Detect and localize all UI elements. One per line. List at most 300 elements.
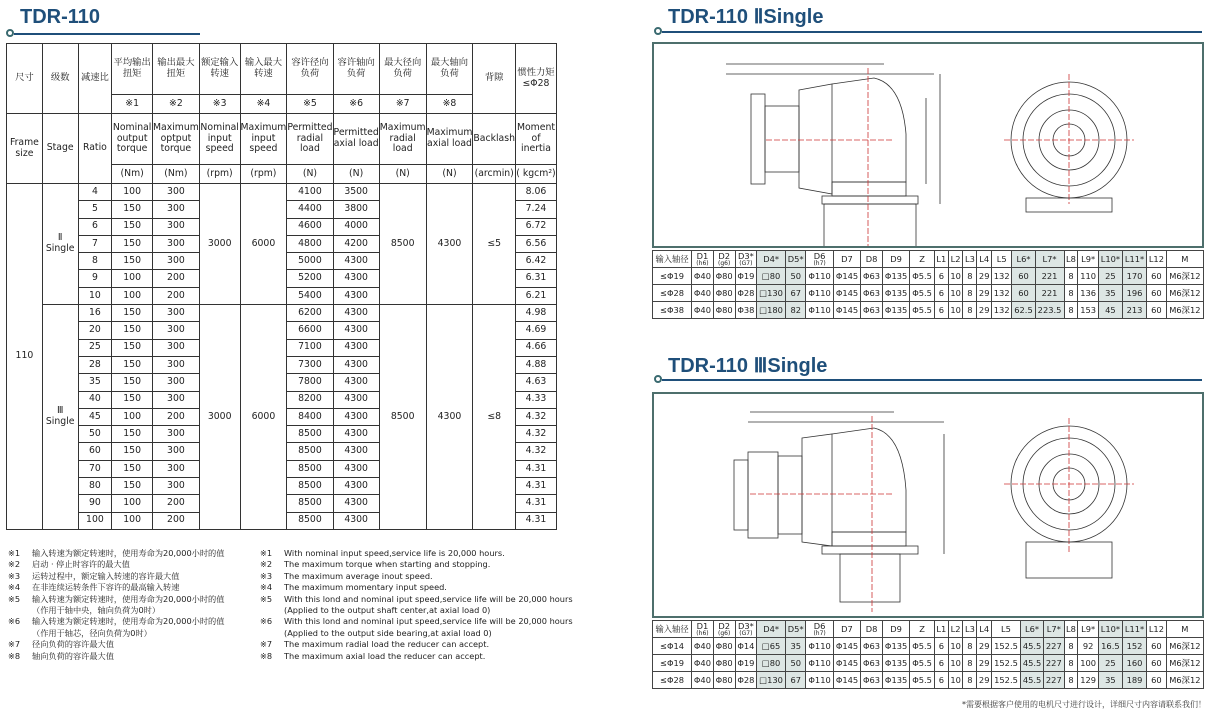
dim-cell: 8: [1064, 655, 1078, 672]
note-line: [260, 582, 573, 593]
header-cn-cell: 输出最大扭矩: [153, 44, 200, 95]
note-line: [8, 594, 224, 605]
dim-cell: 50: [786, 268, 806, 285]
dim-header-label: L2: [950, 254, 961, 264]
dim-cell: 132: [992, 268, 1012, 285]
backlash-cell: ≤5: [473, 184, 516, 305]
dim-header-label: D1: [696, 621, 709, 631]
dim-header-sub: (G7): [739, 260, 753, 267]
dim-row: [653, 268, 1204, 285]
header-cn-cell: 额定输入转速: [199, 44, 240, 95]
dim-cell: 152.5: [992, 655, 1021, 672]
ratio-cell: 10: [78, 287, 112, 304]
dim-header-label: D7: [841, 254, 853, 264]
dim-header-cell: [757, 251, 786, 268]
max-torque-cell: 300: [153, 391, 200, 408]
dim-cell: 29: [977, 638, 992, 655]
note-text: (Applied to the output side bearing,at axial load 0): [284, 627, 492, 638]
dim-cell: 8: [963, 285, 977, 302]
note-mark: ※2: [260, 559, 273, 570]
note-mark: ※4: [260, 582, 273, 593]
dim-cell: 62.5: [1012, 302, 1035, 319]
drawing-panel-stage2: [652, 42, 1204, 248]
note-text: 输入转速为额定转速时，使用寿命为20,000小时的值: [32, 616, 225, 627]
dim-header-cell: [1078, 621, 1098, 638]
dim-cell: 45.5: [1020, 638, 1043, 655]
dim-header-cell: [861, 251, 883, 268]
dim-cell: 6: [934, 302, 948, 319]
dim-header-label: L1: [936, 624, 947, 634]
dim-cell: M6深12: [1166, 268, 1203, 285]
dim-cell: Φ80: [713, 302, 735, 319]
header-cn-cell: 容许径向负荷: [287, 44, 333, 95]
unit-cell: (rpm): [240, 165, 287, 184]
inertia-cell: 4.32: [515, 426, 556, 443]
header-cn-cell: 减速比: [78, 44, 112, 114]
dim-header-cell: [910, 251, 935, 268]
dim-cell: 6: [934, 638, 948, 655]
dim-header-cell: [1044, 621, 1064, 638]
dim-header-cell: [1078, 251, 1098, 268]
unit-cell: (Nm): [112, 165, 153, 184]
dim-cell: Φ145: [833, 302, 860, 319]
dim-cell: 25: [1098, 268, 1122, 285]
dim-header-label: L3: [964, 254, 975, 264]
inertia-cell: 4.66: [515, 339, 556, 356]
dim-header-cell: [713, 621, 735, 638]
dim-cell: 129: [1078, 672, 1098, 689]
nominal-torque-cell: 150: [112, 235, 153, 252]
dim-cell: Φ63: [861, 672, 883, 689]
dim-header-cell: [713, 251, 735, 268]
dim-header-cell: [1020, 621, 1043, 638]
ratio-cell: 50: [78, 426, 112, 443]
note-line: [8, 559, 224, 570]
ratio-cell: 25: [78, 339, 112, 356]
header-cn-cell: 尺寸: [7, 44, 43, 114]
drawing-panel-stage3: [652, 392, 1204, 618]
dim-header-label: D7: [841, 624, 853, 634]
unit-cell: (rpm): [199, 165, 240, 184]
header-cn-cell: 惯性力矩 ≤Φ28: [515, 44, 556, 114]
dim-cell: 170: [1122, 268, 1146, 285]
note-mark: ※3: [260, 570, 273, 581]
dim-header-label: D3*: [737, 251, 754, 261]
radial-load-cell: 8400: [287, 408, 333, 425]
nominal-torque-cell: 150: [112, 460, 153, 477]
dim-header-cell: [992, 251, 1012, 268]
dim-header-label: Z: [919, 624, 925, 634]
dim-header-cell: [833, 251, 860, 268]
ratio-cell: 9: [78, 270, 112, 287]
header-en-cell: Maximum optput torque: [153, 114, 200, 165]
header-cn-cell: 输入最大转速: [240, 44, 287, 95]
axial-load-cell: 4300: [333, 460, 379, 477]
dim-cell: Φ145: [833, 655, 860, 672]
inertia-cell: 4.98: [515, 305, 556, 322]
dim-header-label: L12: [1148, 254, 1164, 264]
dim-header-label: D2: [718, 621, 730, 631]
dim-cell: 29: [977, 268, 992, 285]
radial-load-cell: 7100: [287, 339, 333, 356]
header-cn-cell: 平均输出扭矩: [112, 44, 153, 95]
header-cn-cell: 最大径向负荷: [379, 44, 426, 95]
dim-cell: 60: [1147, 268, 1167, 285]
dim-cell: 132: [992, 302, 1012, 319]
dim-header-label: L10*: [1100, 254, 1121, 264]
dim-header-label: 输入轴径: [655, 254, 689, 264]
nominal-torque-cell: 150: [112, 374, 153, 391]
dim-cell: Φ110: [806, 285, 833, 302]
dim-cell: 60: [1012, 285, 1035, 302]
stage-cn: Ⅲ: [56, 405, 64, 417]
header-en-cell: Permitted axial load: [333, 114, 379, 165]
dim-cell: ≤Φ38: [653, 302, 692, 319]
note-line: [260, 616, 573, 627]
page-title: TDR-110: [20, 6, 101, 28]
dim-cell: Φ63: [861, 655, 883, 672]
dim-header-cell: [948, 251, 963, 268]
dim-cell: Φ28: [735, 285, 757, 302]
ratio-cell: 60: [78, 443, 112, 460]
dim-header-cell: [1098, 621, 1122, 638]
inertia-cell: 8.06: [515, 184, 556, 201]
note-line: [260, 571, 573, 582]
dim-header-label: D9: [890, 254, 902, 264]
dim-cell: □80: [757, 268, 786, 285]
note-mark: ※1: [8, 548, 21, 558]
title-underline: [14, 33, 200, 35]
dim-cell: 196: [1122, 285, 1146, 302]
ratio-cell: 6: [78, 218, 112, 235]
dim-cell: 29: [977, 655, 992, 672]
dim-cell: Φ145: [833, 268, 860, 285]
dim-header-label: 输入轴径: [655, 624, 689, 634]
header-row-en: [7, 114, 557, 165]
dim-header-sub: (g6): [718, 630, 731, 637]
header-cn-cell: 背隙: [473, 44, 516, 114]
note-mark: ※5: [8, 593, 21, 604]
ratio-cell: 80: [78, 478, 112, 495]
header-cn-cell: 容许轴向负荷: [333, 44, 379, 95]
dim-cell: ≤Φ14: [653, 638, 692, 655]
dim-cell: 100: [1078, 655, 1098, 672]
dim-cell: Φ135: [882, 302, 909, 319]
dim-cell: 45: [1098, 302, 1122, 319]
max-torque-cell: 300: [153, 305, 200, 322]
dim-cell: Φ135: [882, 672, 909, 689]
radial-load-cell: 8500: [287, 478, 333, 495]
header-en-cell: Ratio: [78, 114, 112, 184]
footnote: *需要根据客户使用的电机尺寸进行设计，详细尺寸内容请联系我们！: [962, 700, 1206, 709]
dim-header-cell: [934, 251, 948, 268]
note-text: With this lond and nominal iput speed,service life will be 20,000 hours: [284, 593, 573, 604]
dim-header-label: L9*: [1081, 624, 1096, 634]
stage-en: Single: [45, 243, 75, 255]
note-line: [260, 594, 573, 605]
note-text: The maximum momentary input speed.: [284, 582, 447, 593]
ratio-cell: 8: [78, 253, 112, 270]
header-en-cell: Maximum axial load: [426, 114, 473, 165]
ratio-cell: 70: [78, 460, 112, 477]
mark-cell: ※2: [153, 95, 200, 114]
dim-cell: 10: [948, 302, 963, 319]
section-underline: [662, 379, 1202, 381]
dim-header-label: L1: [936, 254, 947, 264]
dim-header-label: D4*: [763, 254, 780, 264]
radial-load-cell: 5200: [287, 270, 333, 287]
dim-header-cell: [963, 621, 977, 638]
dim-cell: Φ110: [806, 268, 833, 285]
dim-cell: Φ80: [713, 672, 735, 689]
dim-cell: 6: [934, 655, 948, 672]
dim-cell: 8: [963, 268, 977, 285]
axial-load-cell: 4300: [333, 356, 379, 373]
header-en-cell: Maximum input speed: [240, 114, 287, 165]
dim-header-cell: [1098, 251, 1122, 268]
dim-header-label: L10*: [1100, 624, 1121, 634]
note-line: [260, 559, 573, 570]
dim-cell: M6深12: [1166, 672, 1203, 689]
ratio-cell: 45: [78, 408, 112, 425]
radial-load-cell: 4100: [287, 184, 333, 201]
nominal-torque-cell: 100: [112, 512, 153, 529]
dim-cell: Φ110: [806, 672, 833, 689]
note-text: （作用于轴芯，径向负荷为0时）: [32, 627, 152, 638]
dim-header-cell: [735, 621, 757, 638]
dim-header-cell: [1012, 251, 1035, 268]
note-mark: ※6: [260, 616, 273, 627]
dim-cell: Φ40: [692, 655, 714, 672]
dim-header-label: D8: [865, 624, 878, 634]
dim-cell: 160: [1122, 655, 1146, 672]
dim-header-label: D9: [890, 624, 902, 634]
dim-cell: ≤Φ28: [653, 285, 692, 302]
dim-row: [653, 285, 1204, 302]
dim-cell: 25: [1098, 655, 1122, 672]
dim-cell: Φ38: [735, 302, 757, 319]
max-radial-cell: 8500: [379, 305, 426, 530]
note-line: [260, 605, 573, 616]
nominal-torque-cell: 150: [112, 391, 153, 408]
max-torque-cell: 300: [153, 356, 200, 373]
nominal-speed-cell: 3000: [199, 305, 240, 530]
header-en-cell: Stage: [42, 114, 78, 184]
dim-header-cell: [692, 621, 714, 638]
dim-cell: 213: [1122, 302, 1146, 319]
dim-cell: Φ110: [806, 302, 833, 319]
note-mark: ※1: [260, 548, 273, 558]
unit-cell: (arcmin): [473, 165, 516, 184]
dim-cell: 16.5: [1098, 638, 1122, 655]
dim-header-label: L12: [1148, 624, 1164, 634]
section-title-stage2: TDR-110 ⅡSingle: [668, 6, 824, 28]
dim-cell: 223.5: [1035, 302, 1064, 319]
ratio-cell: 90: [78, 495, 112, 512]
note-mark: ※2: [8, 559, 21, 570]
inertia-cell: 4.69: [515, 322, 556, 339]
axial-load-cell: 4300: [333, 339, 379, 356]
dim-cell: □180: [757, 302, 786, 319]
dim-cell: 35: [1098, 285, 1122, 302]
dim-header-cell: [1035, 251, 1064, 268]
dim-cell: Φ80: [713, 638, 735, 655]
unit-cell: (N): [426, 165, 473, 184]
inertia-cell: 6.31: [515, 270, 556, 287]
dim-cell: 221: [1035, 268, 1064, 285]
dim-header-label: L7*: [1046, 624, 1061, 634]
note-line: [8, 628, 224, 639]
dim-cell: 8: [963, 655, 977, 672]
note-text: 轴向负荷的容许最大值: [32, 650, 114, 661]
nominal-torque-cell: 150: [112, 218, 153, 235]
note-text: The maximum average inout speed.: [284, 570, 433, 581]
dim-header-cell: [757, 621, 786, 638]
mark-cell: ※8: [426, 95, 473, 114]
dim-cell: 60: [1147, 302, 1167, 319]
max-torque-cell: 200: [153, 270, 200, 287]
note-line: [8, 571, 224, 582]
dim-cell: Φ5.5: [910, 655, 935, 672]
nominal-torque-cell: 150: [112, 201, 153, 218]
dim-cell: Φ63: [861, 268, 883, 285]
dim-header-label: L8: [1066, 254, 1076, 264]
ratio-cell: 40: [78, 391, 112, 408]
dim-header-label: D5*: [787, 624, 804, 634]
dim-header-label: L2: [950, 624, 961, 634]
dim-cell: 8: [1064, 285, 1078, 302]
header-en-cell: Maximum radial load: [379, 114, 426, 165]
dim-header-cell: [653, 621, 692, 638]
technical-drawing-stage2: [654, 44, 1202, 246]
dim-cell: 227: [1044, 655, 1064, 672]
dim-cell: Φ145: [833, 672, 860, 689]
dim-header-cell: [1064, 621, 1078, 638]
dim-header-label: D1: [696, 251, 709, 261]
dim-header-label: L11*: [1124, 254, 1145, 264]
dim-cell: 10: [948, 655, 963, 672]
inertia-cell: 4.31: [515, 460, 556, 477]
dim-cell: 189: [1122, 672, 1146, 689]
dim-header-sub: (h7): [813, 260, 826, 267]
nominal-torque-cell: 150: [112, 443, 153, 460]
dim-cell: M6深12: [1166, 638, 1203, 655]
ratio-cell: 20: [78, 322, 112, 339]
table-row: [7, 305, 557, 322]
mark-cell: ※6: [333, 95, 379, 114]
dim-header-cell: [948, 621, 963, 638]
dim-cell: Φ5.5: [910, 672, 935, 689]
dim-header-cell: [1064, 251, 1078, 268]
dim-cell: 29: [977, 302, 992, 319]
dim-cell: □130: [757, 285, 786, 302]
dim-header-cell: [1147, 251, 1167, 268]
dim-header-label: L4: [979, 624, 990, 634]
note-text: (Applied to the output shaft center,at axial load 0): [284, 605, 491, 616]
dim-cell: ≤Φ19: [653, 268, 692, 285]
ratio-cell: 4: [78, 184, 112, 201]
inertia-cell: 4.63: [515, 374, 556, 391]
dim-header-label: L6*: [1025, 624, 1040, 634]
dim-cell: 136: [1078, 285, 1098, 302]
section-bullet: [654, 375, 662, 383]
title-bullet: [6, 29, 14, 37]
axial-load-cell: 4300: [333, 478, 379, 495]
dim-header-label: Z: [919, 254, 925, 264]
radial-load-cell: 8500: [287, 426, 333, 443]
dim-row: [653, 655, 1204, 672]
dim-header-label: L4: [979, 254, 990, 264]
unit-cell: (N): [333, 165, 379, 184]
dim-header-cell: [1166, 621, 1203, 638]
nominal-torque-cell: 150: [112, 478, 153, 495]
dim-cell: Φ135: [882, 268, 909, 285]
axial-load-cell: 4300: [333, 253, 379, 270]
dim-cell: 45.5: [1020, 655, 1043, 672]
dim-cell: Φ80: [713, 268, 735, 285]
inertia-cell: 6.72: [515, 218, 556, 235]
dim-cell: 132: [992, 285, 1012, 302]
max-torque-cell: 300: [153, 460, 200, 477]
note-line: [8, 548, 224, 559]
dim-cell: Φ135: [882, 285, 909, 302]
dim-header-cell: [977, 621, 992, 638]
dim-cell: Φ110: [806, 638, 833, 655]
nominal-torque-cell: 150: [112, 339, 153, 356]
nominal-torque-cell: 150: [112, 356, 153, 373]
axial-load-cell: 4300: [333, 495, 379, 512]
inertia-cell: 6.56: [515, 235, 556, 252]
max-speed-cell: 6000: [240, 184, 287, 305]
max-torque-cell: 300: [153, 443, 200, 460]
dim-header-label: D4*: [763, 624, 780, 634]
axial-load-cell: 4300: [333, 408, 379, 425]
dim-header-cell: [934, 621, 948, 638]
note-text: The maximum axial load the reducer can accept.: [284, 650, 486, 661]
dim-header-cell: [653, 251, 692, 268]
dim-cell: □80: [757, 655, 786, 672]
dim-header-cell: [882, 251, 909, 268]
note-mark: ※7: [260, 639, 273, 650]
dim-cell: Φ80: [713, 655, 735, 672]
dim-header-label: L6*: [1016, 254, 1031, 264]
dim-cell: 60: [1147, 285, 1167, 302]
axial-load-cell: 4300: [333, 287, 379, 304]
stage-en: Single: [45, 416, 75, 427]
dimension-table-stage3: [652, 620, 1204, 689]
note-line: [8, 616, 224, 627]
ratio-cell: 5: [78, 201, 112, 218]
nominal-torque-cell: 100: [112, 287, 153, 304]
dim-header-label: L8: [1066, 624, 1076, 634]
dim-cell: M6深12: [1166, 655, 1203, 672]
dim-cell: 60: [1012, 268, 1035, 285]
nominal-torque-cell: 150: [112, 426, 153, 443]
dim-cell: Φ80: [713, 285, 735, 302]
dim-cell: 45.5: [1020, 672, 1043, 689]
header-cn-cell: 最大轴向负荷: [426, 44, 473, 95]
nominal-torque-cell: 150: [112, 253, 153, 270]
spec-table: [6, 43, 557, 530]
axial-load-cell: 4300: [333, 391, 379, 408]
dim-row: [653, 672, 1204, 689]
dim-cell: 60: [1147, 672, 1167, 689]
dim-cell: Φ19: [735, 655, 757, 672]
ratio-cell: 7: [78, 235, 112, 252]
max-torque-cell: 300: [153, 374, 200, 391]
dim-header-cell: [1122, 621, 1146, 638]
inertia-cell: 4.31: [515, 478, 556, 495]
